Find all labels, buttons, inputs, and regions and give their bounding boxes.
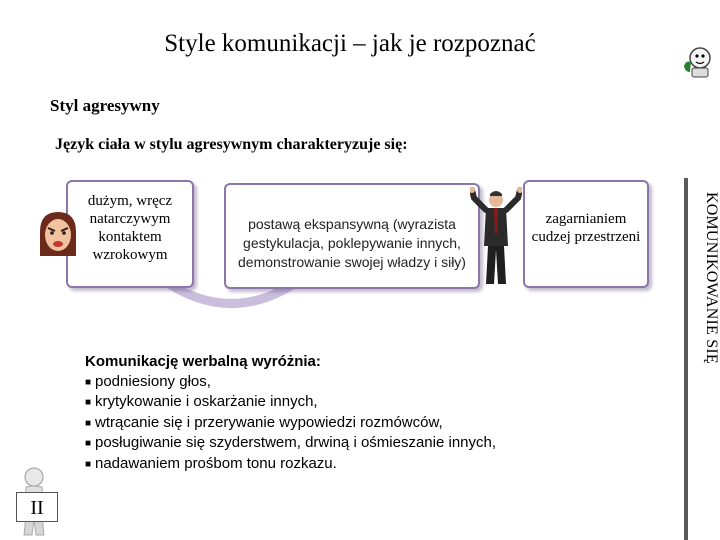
sidebar-panel [684,178,720,540]
card-text: postawą ekspansywną (wyrazista gestykulacja, poklepywanie innych, demonstrowanie swojej władzy i siły) [238,216,466,270]
bullet-square-icon: ■ [85,438,92,449]
bullet-square-icon: ■ [85,458,92,470]
bullet-item [85,413,496,434]
section-heading: Styl agresywny [50,96,160,115]
bullet-item [85,372,496,393]
bullet-square-icon: ■ [85,397,92,408]
card-text: zagarnianiem cudzej przestrzeni [531,211,641,245]
body-language-card-space [523,180,649,288]
slide-title: Style komunikacji – jak je rozpoznać [164,30,536,57]
angry-woman-face-icon [36,210,80,260]
page-number-sign: II [16,492,58,522]
verbal-heading: Komunikację werbalną wyróżnia: [85,353,321,370]
verbal-communication-block [85,352,496,474]
body-language-card-posture [224,183,480,289]
bullet-text: podniesiony głos, [95,372,211,390]
subtitle: Język ciała w stylu agresywnym charakteryzuje się: [55,136,408,153]
sidebar-label: KOMUNIKOWANIE SIĘ [703,192,720,364]
bullet-item [85,392,496,413]
bullet-text: nadawaniem prośbom tonu rozkazu. [95,454,337,472]
bullet-item [85,433,496,454]
businessman-figure-icon [470,186,522,290]
bullet-text: posługiwanie się szyderstwem, drwiną i ośmieszanie innych, [95,434,497,451]
bullet-square-icon: ■ [85,376,92,388]
body-language-card-eye-contact [66,180,194,288]
bullet-item [85,454,496,475]
card-text: dużym, wręcz natarczywym kontaktem wzrokowym [87,193,173,263]
cartoon-logo-icon [676,40,716,80]
bullet-text: krytykowanie i oskarżanie innych, [95,393,318,410]
bullet-square-icon: ■ [85,417,92,429]
bullet-text: wtrącanie się i przerywanie wypowiedzi rozmówców, [95,413,443,431]
